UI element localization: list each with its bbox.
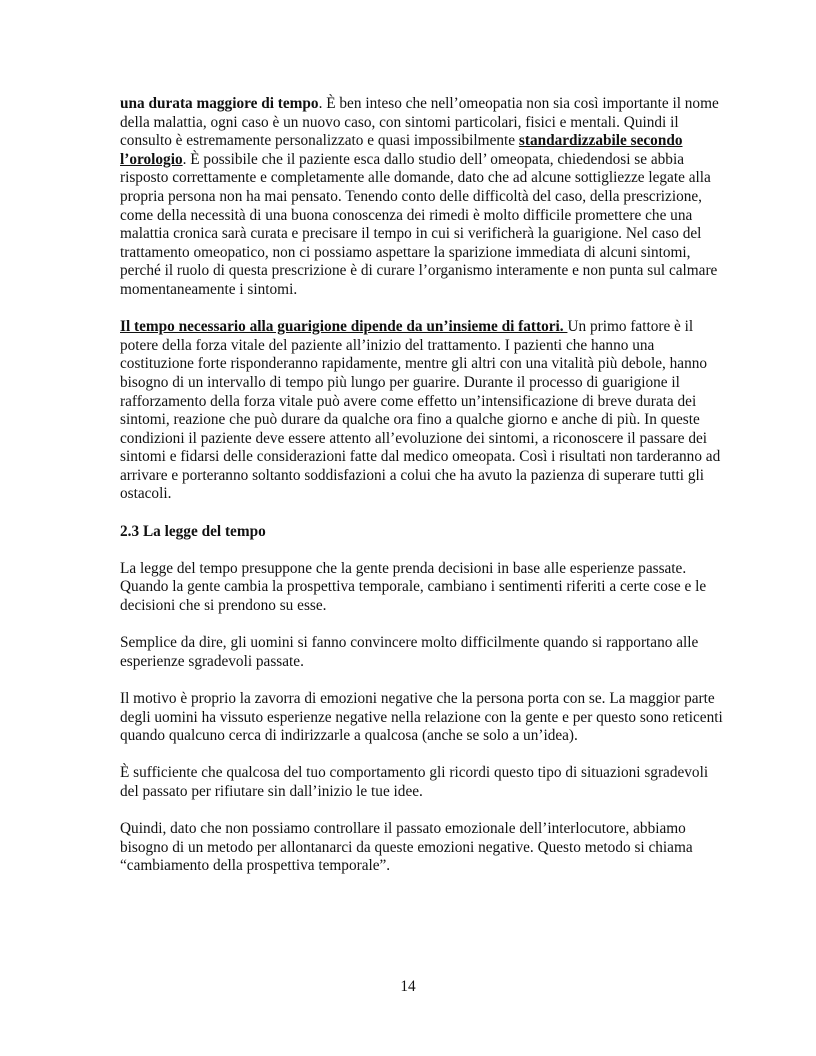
bold-underlined-phrase: standardizzabile secondo l’orologio	[120, 132, 683, 168]
paragraph: Il motivo è proprio la zavorra di emozioni negative che la persona porta con se. La maggior parte degli uomini ha vissuto esperienze negative nella relazione con la gente e per questo sono reticenti quando qualcuno cerca di indirizzarle a qualcosa (anche se solo a un’idea).	[120, 690, 723, 745]
paragraph-1	[120, 95, 726, 300]
paragraph: Quindi, dato che non possiamo controllare il passato emozionale dell’interlocutore, abbiamo bisogno di un metodo per allontanarci da queste emozioni negative. Questo metodo si chiama “cambiamento della prospettiva temporale”.	[120, 820, 693, 875]
bold-phrase: una durata maggiore di tempo	[120, 95, 319, 112]
page-content	[120, 95, 726, 895]
paragraph-text: . È possibile che il paziente esca dallo studio dell’ omeopata, chiedendosi se abbia risposto correttamente e completamente alle domande, dato che ad alcune sottigliezze legate alla propria persona non ha mai pensato. Tenendo conto delle difficoltà del caso, della prescrizione, come della necessità di una buona conoscenza dei rimedi è molto difficile promettere che una malattia cronica sarà curata e precisare il tempo in cui si verificherà la guarigione. Nel caso del trattamento omeopatico, non ci possiamo aspettare la sparizione immediata di alcuni sintomi, perché il ruolo di questa prescrizione è di curare l’organismo interamente e non punta sul calmare momentaneamente i sintomi.	[120, 150, 718, 298]
paragraph-2	[120, 318, 726, 504]
paragraph-text: . È ben inteso che nell’omeopatia non sia così importante il nome della malattia, ogni caso è un nuovo caso, con sintomi particolari, fisici e mentali. Quindi il consulto è estremamente personalizzato e quasi impossibilmente	[120, 95, 719, 150]
bold-underlined-phrase: Il tempo necessario alla guarigione dipende da un’insieme di fattori.	[120, 318, 568, 336]
section-heading: 2.3 La legge del tempo	[120, 522, 266, 540]
paragraph: È sufficiente che qualcosa del tuo comportamento gli ricordi questo tipo di situazioni sgradevoli del passato per rifiutare sin dall’inizio le tue idee.	[120, 764, 709, 800]
page-number: 14	[400, 978, 416, 995]
paragraph: La legge del tempo presuppone che la gente prenda decisioni in base alle esperienze passate. Quando la gente cambia la prospettiva temporale, cambiano i sentimenti riferiti a certe cose e le decisioni che si prendono su esse.	[120, 559, 707, 615]
paragraph-text: Un primo fattore è il potere della forza vitale del paziente all’inizio del trattamento. I pazienti che hanno una costituzione forte risponderanno rapidamente, mentre gli altri con una vitalità più debole, hanno bisogno di un intervallo di tempo più lungo per guarire. Durante il processo di guarigione il rafforzamento della forza vitale può avere come effetto un’intensificazione di breve durata dei sintomi, reazione che può durare da qualche ora fino a qualche giorno e anche di più. In queste condizioni il paziente deve essere attento all’evoluzione dei sintomi, a riconoscere il passare dei sintomi e fidarsi delle considerazioni fatte dal medico omeopata. Così i risultati non tarderanno ad arrivare e porteranno soltanto soddisfazioni a colui che ha avuto la pazienza di superare tutti gli ostacoli.	[120, 318, 721, 503]
paragraph: Semplice da dire, gli uomini si fanno convincere molto difficilmente quando si rapportano alle esperienze sgradevoli passate.	[120, 634, 699, 670]
